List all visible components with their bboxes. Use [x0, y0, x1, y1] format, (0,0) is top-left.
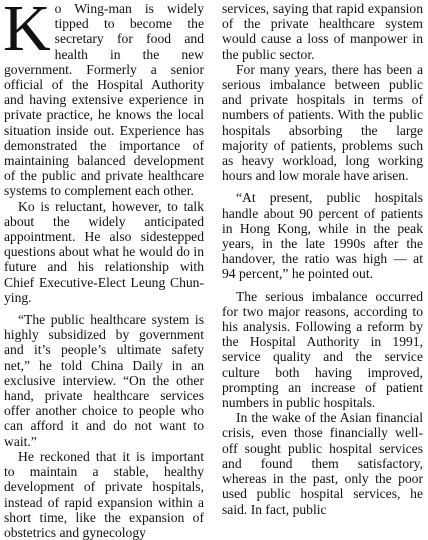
lead-paragraph-text: o Wing-man is widely tipped to become the secretary for food and health in the new government. Formerly a senior official of the Hospital Authority and having extensive experience in private practice, he knows the local situation inside out. Experience has demonstrated the importance of maintaining balanced development of the public and private healthcare systems to complement each other. — [4, 1, 204, 199]
paragraph-ninety-percent: “At present, public hospitals handle about 90 percent of patients in Hong Kong, while in the peak years, in the late 1990s after the handover, the ratio was high — at 94 percent,” he pointed out. — [222, 190, 423, 282]
paragraph-stable-development: He reckoned that it is important to maintain a stable, healthy development of private hospitals, instead of rapid expansion within a short time, like the expansion of obstetrics and gynecology — [4, 448, 204, 540]
paragraph-financial-crisis: In the wake of the Asian financial crisis, even those financially well-off sought public hospital services and found them satisfactory, whereas in the past, only the poor used public hospital services, he said. In fact, public — [222, 410, 423, 517]
lead-paragraph — [4, 1, 204, 199]
paragraph-reluctant: Ko is reluctant, however, to talk about the widely anticipated appointment. He also sidestepped questions about what he would do in future and his relationship with Chief Executive-Elect Leung Chun-ying. — [4, 198, 204, 305]
paragraph-continuation: services, saying that rapid expansion of the private healthcare system would cause a loss of manpower in the public sector. — [222, 1, 423, 62]
left-column — [4, 1, 204, 540]
paragraph-quote-safety-net: “The public healthcare system is highly subsidized by government and it’s people’s ultimate safety net,” he told China Daily in an exclusive interview. “On the other hand, private healthcare services offer another choice to people who can afford it and do not want to wait.” — [4, 312, 204, 449]
paragraph-two-reasons: The serious imbalance occurred for two major reasons, according to his analysis. Following a reform by the Hospital Authority in 1991, service quality and the service culture both having improved, prompting an increase of patient numbers in public hospitals. — [222, 288, 423, 411]
paragraph-imbalance: For many years, there has been a serious imbalance between public and private hospitals in terms of numbers of patients. With the public hospitals absorbing the large majority of patients, problems such as heavy workload, long working hours and low morale have arisen. — [222, 61, 423, 184]
right-column — [222, 1, 423, 517]
drop-cap: K — [3, 0, 51, 65]
